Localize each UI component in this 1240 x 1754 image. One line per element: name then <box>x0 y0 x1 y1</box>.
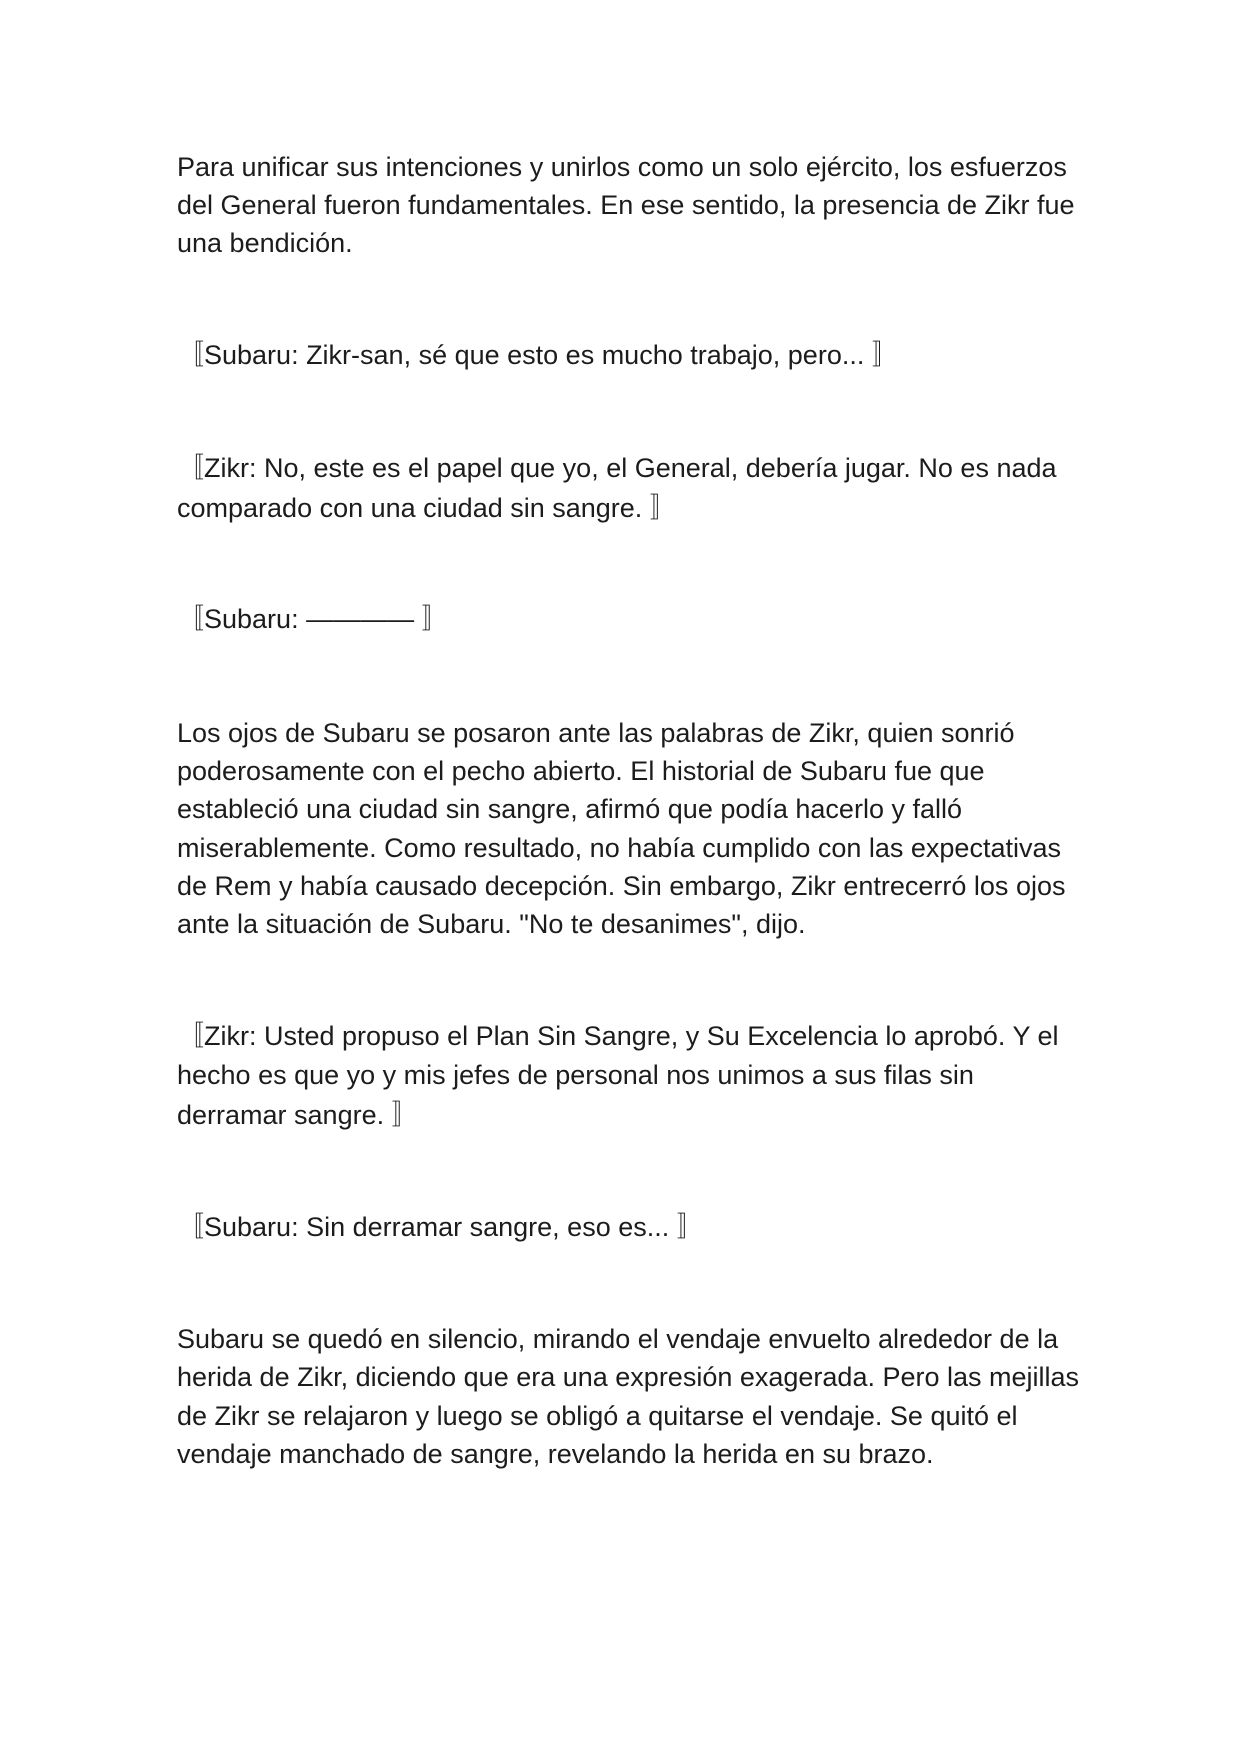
paragraph-8-line-1: Subaru se quedó en silencio, mirando el vendaje envuelto alrededor de la <box>177 1324 1059 1354</box>
paragraph-5-line-4: miserablemente. Como resultado, no había cumplido con las expectativas <box>177 833 1061 863</box>
paragraph-5-line-5: de Rem y había causado decepción. Sin embargo, Zikr entrecerró los ojos <box>177 871 1066 901</box>
paragraph-5-line-6: ante la situación de Subaru. "No te desanimes", dijo. <box>177 909 806 939</box>
paragraph-8-line-3: de Zikr se relajaron y luego se obligó a quitarse el vendaje. Se quitó el <box>177 1401 1018 1431</box>
paragraph-3-line-2: comparado con una ciudad sin sangre. 〛 <box>177 493 677 523</box>
paragraph-7-line-1: 〚Subaru: Sin derramar sangre, eso es... 〛 <box>177 1212 704 1242</box>
paragraph-1-line-3: una bendición. <box>177 228 353 258</box>
paragraph-8-line-2: herida de Zikr, diciendo que era una expresión exagerada. Pero las mejillas <box>177 1362 1080 1392</box>
paragraph-5-line-1: Los ojos de Subaru se posaron ante las palabras de Zikr, quien sonrió <box>177 718 1015 748</box>
paragraph-3-line-1: 〚Zikr: No, este es el papel que yo, el General, debería jugar. No es nada <box>177 453 1057 483</box>
paragraph-6-line-2: hecho es que yo y mis jefes de personal nos unimos a sus filas sin <box>177 1060 974 1090</box>
paragraph-1-line-2: del General fueron fundamentales. En ese sentido, la presencia de Zikr fue <box>177 190 1075 220</box>
paragraph-5-line-3: estableció una ciudad sin sangre, afirmó que podía hacerlo y falló <box>177 794 962 824</box>
paragraph-6-line-1: 〚Zikr: Usted propuso el Plan Sin Sangre, y Su Excelencia lo aprobó. Y el <box>177 1021 1059 1051</box>
paragraph-6-line-3: derramar sangre. 〛 <box>177 1100 419 1130</box>
paragraph-5-line-2: poderosamente con el pecho abierto. El historial de Subaru fue que <box>177 756 985 786</box>
paragraph-4-line-1: 〚Subaru: ———— 〛 <box>177 604 449 634</box>
paragraph-8-line-4: vendaje manchado de sangre, revelando la herida en su brazo. <box>177 1439 934 1469</box>
paragraph-1-line-1: Para unificar sus intenciones y unirlos como un solo ejército, los esfuerzos <box>177 152 1067 182</box>
paragraph-2-line-1: 〚Subaru: Zikr-san, sé que esto es mucho trabajo, pero... 〛 <box>177 340 899 370</box>
